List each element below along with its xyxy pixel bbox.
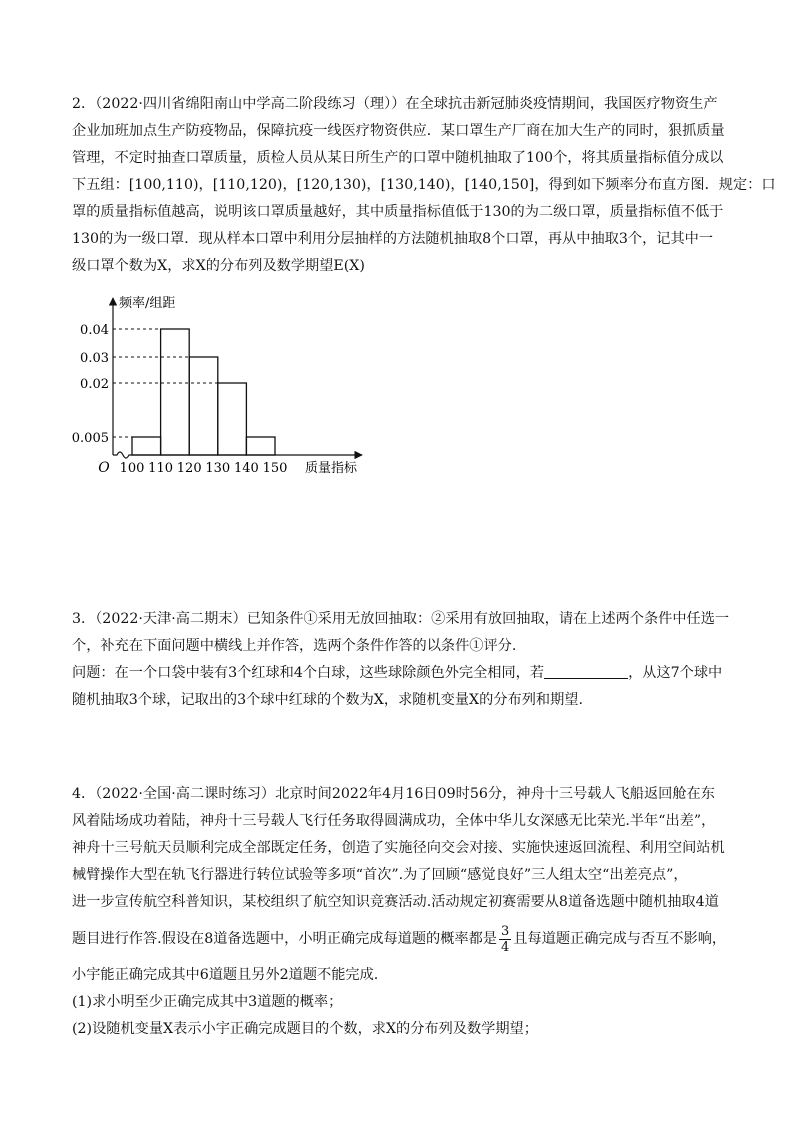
question-4	[72, 781, 732, 1043]
q4-part-1: (1)求小明至少正确完成其中3道题的概率；	[72, 994, 343, 1010]
interval-2: [110,120)	[212, 177, 283, 193]
fraction-denominator: 4	[500, 939, 510, 955]
q3-line3-suffix: ，从这7个球中	[628, 665, 723, 681]
q2-line-5: 罩的质量指标值越高，说明该口罩质量越好，其中质量指标值低于130的为二级口罩，质量指标值不低于	[72, 204, 724, 220]
x-axis-label: 质量指标	[305, 461, 358, 476]
q2-line-4	[72, 172, 776, 199]
q4-line-7: 小宇能正确完成其中6道题且另外2道题不能完成.	[72, 967, 379, 983]
q2-line4-suffix: ，得到如下频率分布直方图．规定：口	[534, 177, 776, 193]
q3-line-3	[72, 660, 732, 687]
q4-line-3: 神舟十三号航天员顺利完成全部既定任务，创造了实施径向交会对接、实施快速返回流程、利用空间站机	[72, 840, 725, 856]
q4-line-4: 械臂操作大型在轨飞行器进行转位试验等多项“首次”.为了回顾“感觉良好”三人组太空“出差亮点”，	[72, 867, 688, 883]
histogram-bar	[218, 383, 247, 455]
frequency-histogram	[70, 290, 390, 480]
interval-sep-3: ，	[366, 177, 381, 193]
histogram-bar	[246, 437, 275, 455]
q2-line-6: 130的为一级口罩．现从样本口罩中利用分层抽样的方法随机抽取8个口罩，再从中抽取3个，记其中一	[72, 231, 714, 247]
q2-line-7: 级口罩个数为X，求X的分布列及数学期望E(X)	[72, 258, 365, 274]
y-tick-label: 0.03	[80, 351, 109, 366]
x-tick-label: 150	[262, 461, 288, 476]
interval-sep-4: ，	[450, 177, 465, 193]
q3-line3-prefix: 问题：在一个口袋中装有3个红球和4个白球，这些球除颜色外完全相同，若	[72, 665, 545, 681]
y-tick-label: 0.005	[71, 431, 109, 446]
y-axis-label: 频率/组距	[119, 296, 176, 311]
interval-1: [100,110)	[128, 177, 199, 193]
question-2	[72, 91, 776, 280]
interval-4: [130,140)	[380, 177, 451, 193]
answer-blank[interactable]	[544, 664, 628, 679]
q4-part-2: (2)设随机变量X表示小宇正确完成题目的个数，求X的分布列及数学期望；	[72, 1021, 538, 1037]
q3-line-2: 个，补充在下面问题中横线上并作答，选两个条件作答的以条件①评分.	[72, 638, 517, 654]
histogram-bar	[132, 437, 161, 455]
q2-line4-prefix: 下五组：	[72, 177, 129, 193]
interval-3: [120,130)	[296, 177, 367, 193]
q3-line-1: 3．（2022·天津·高二期末）已知条件①采用无放回抽取：②采用有放回抽取，请在上述两个条件中任选一	[72, 611, 730, 627]
q4-line-6	[72, 916, 732, 962]
y-tick-label: 0.02	[80, 377, 109, 392]
q2-line-2: 企业加班加点生产防疫物品，保障抗疫一线医疗物资供应．某口罩生产厂商在加大生产的同时，狠抓质量	[72, 123, 725, 139]
histogram-bar	[189, 357, 218, 455]
q4-line6-suffix: 且每道题正确完成与否互不影响，	[513, 931, 727, 947]
interval-5: [140,150]	[464, 177, 535, 193]
interval-sep-1: ，	[198, 177, 213, 193]
x-axis	[113, 452, 362, 458]
q2-line-1: 2．（2022·四川省绵阳南山中学高二阶段练习（理））在全球抗击新冠肺炎疫情期间，我国医疗物资生产	[72, 96, 718, 112]
question-3	[72, 606, 732, 714]
q3-line-4: 随机抽取3个球，记取出的3个球中红球的个数为X，求随机变量X的分布列和期望.	[72, 692, 583, 708]
q4-line-1: 4．（2022·全国·高二课时练习）北京时间2022年4月16日09时56分，神舟十三号载人飞船返回舱在东	[72, 786, 715, 802]
x-tick-label: 140	[233, 461, 259, 476]
histogram-bar	[161, 329, 190, 455]
interval-sep-2: ，	[282, 177, 297, 193]
probability-fraction	[499, 924, 511, 955]
x-tick-label: 130	[205, 461, 231, 476]
q4-line-5: 进一步宣传航空科普知识，某校组织了航空知识竞赛活动.活动规定初赛需要从8道备选题中随机抽取4道	[72, 894, 719, 910]
x-tick-label: 110	[148, 461, 174, 476]
q4-line-2: 风着陆场成功着陆，神舟十三号载人飞行任务取得圆满成功，全体中华儿女深感无比荣光.半年“出差”，	[72, 813, 716, 829]
origin-label: O	[98, 460, 110, 476]
fraction-numerator: 3	[500, 923, 510, 939]
q2-line-3: 管理，不定时抽查口罩质量，质检人员从某日所生产的口罩中随机抽取了100个，将其质量指标值分成以	[72, 150, 724, 166]
y-tick-label: 0.04	[80, 323, 109, 338]
x-tick-label: 100	[119, 461, 145, 476]
x-tick-label: 120	[176, 461, 202, 476]
q4-line6-prefix: 题目进行作答.假设在8道备选题中，小明正确完成每道题的概率都是	[72, 931, 497, 947]
